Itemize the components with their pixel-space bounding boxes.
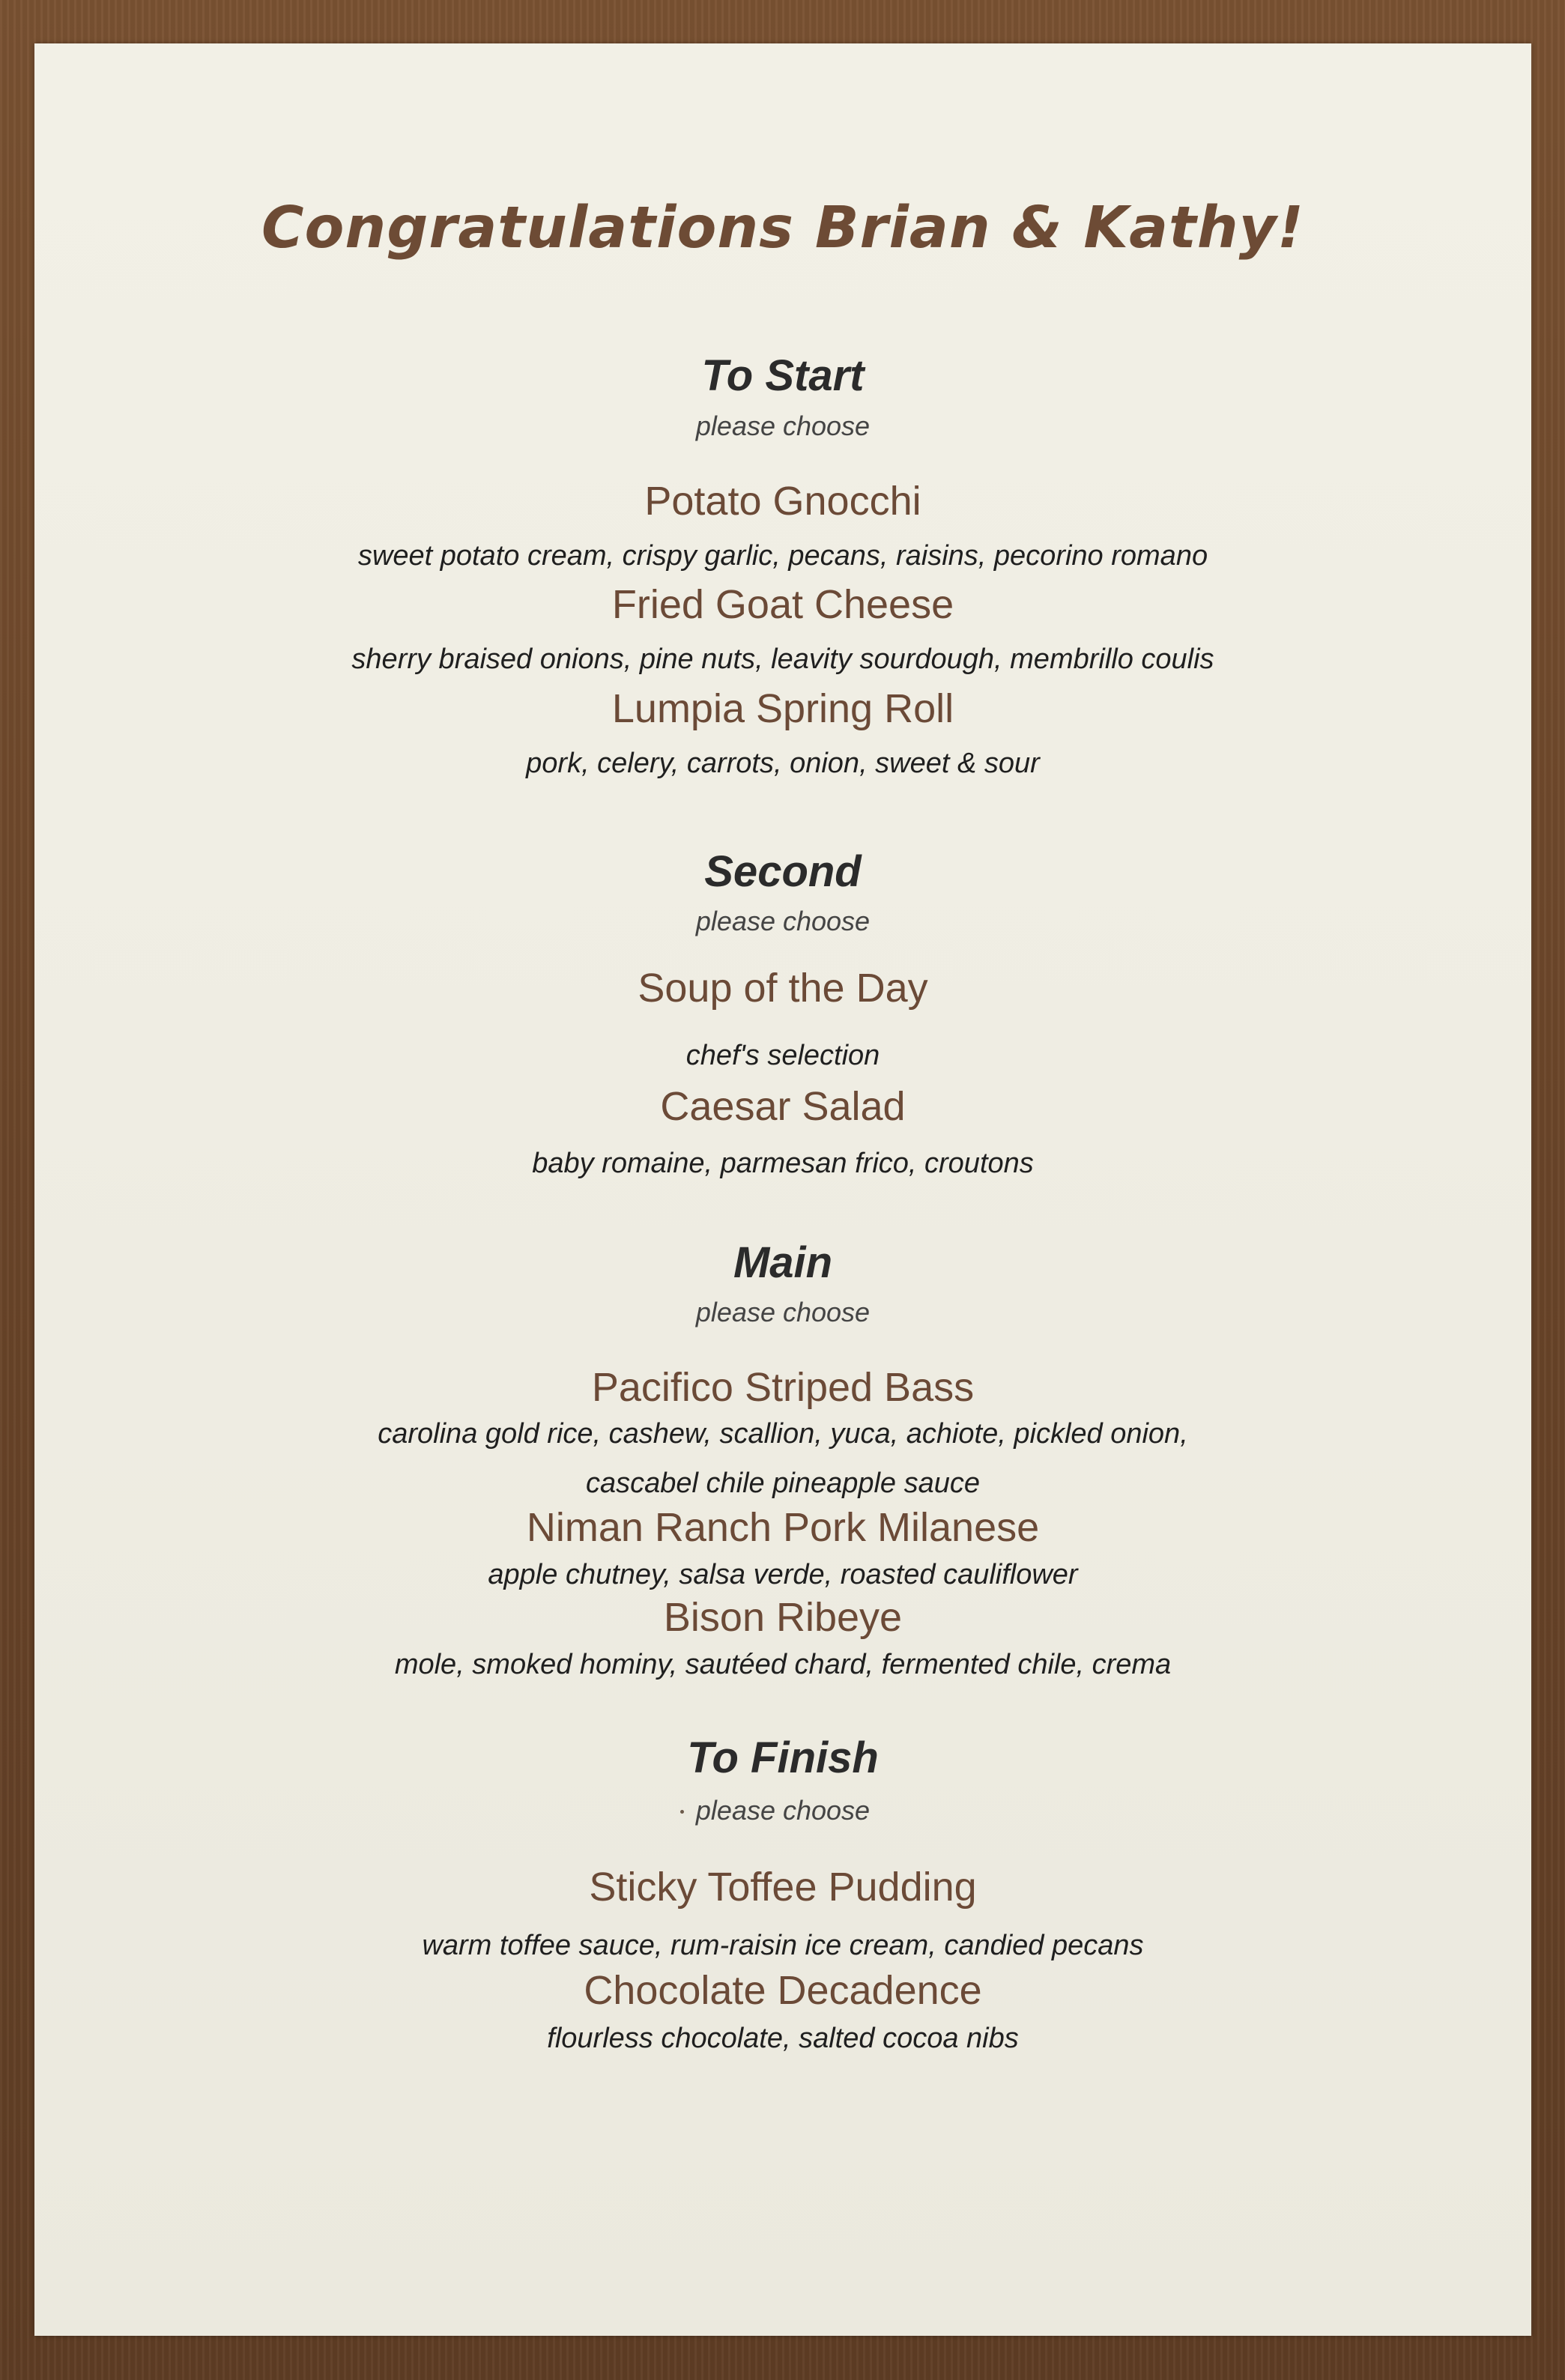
section-subtitle-second: please choose — [695, 906, 871, 936]
dish-description: carolina gold rice, cashew, scallion, yuca, achiote, pickled onion, — [378, 1418, 1188, 1450]
section-subtitle-to-start: please choose — [695, 411, 871, 441]
dish-name: Chocolate Decadence — [584, 1968, 982, 2013]
section-title-second: Second — [704, 847, 862, 896]
section-subtitle-main: please choose — [695, 1297, 871, 1327]
dish-name: Soup of the Day — [638, 966, 928, 1011]
dish-name: Bison Ribeye — [663, 1595, 903, 1640]
menu-headline: Congratulations Brian & Kathy! — [261, 195, 1304, 261]
dish-name: Caesar Salad — [660, 1084, 906, 1129]
dish-name: Sticky Toffee Pudding — [589, 1865, 977, 1910]
dish-description: sherry braised onions, pine nuts, leavity sourdough, membrillo coulis — [351, 644, 1214, 675]
menu-card — [34, 43, 1531, 2336]
dish-description: sweet potato cream, crispy garlic, pecans, raisins, pecorino romano — [357, 540, 1208, 572]
section-title-to-start: To Start — [701, 351, 865, 400]
dish-description: warm toffee sauce, rum-raisin ice cream, candied pecans — [422, 1930, 1144, 1961]
section-title-to-finish: To Finish — [687, 1733, 879, 1782]
dish-name: Fried Goat Cheese — [611, 582, 954, 627]
dish-description: cascabel chile pineapple sauce — [585, 1468, 981, 1499]
dish-description: flourless chocolate, salted cocoa nibs — [547, 2023, 1019, 2054]
dish-name: Pacifico Striped Bass — [591, 1365, 975, 1410]
dish-description: pork, celery, carrots, onion, sweet & sour — [526, 748, 1040, 779]
section-title-main: Main — [733, 1238, 833, 1287]
dish-name: Niman Ranch Pork Milanese — [526, 1505, 1040, 1550]
dish-description: mole, smoked hominy, sautéed chard, fermented chile, crema — [394, 1649, 1172, 1680]
dish-description: baby romaine, parmesan frico, croutons — [532, 1148, 1034, 1179]
dish-name: Lumpia Spring Roll — [611, 686, 954, 731]
dish-description: chef's selection — [685, 1040, 880, 1071]
dish-description: apple chutney, salsa verde, roasted cauliflower — [488, 1559, 1078, 1590]
dish-name: Potato Gnocchi — [644, 479, 921, 524]
section-subtitle-to-finish: please choose — [695, 1795, 871, 1826]
